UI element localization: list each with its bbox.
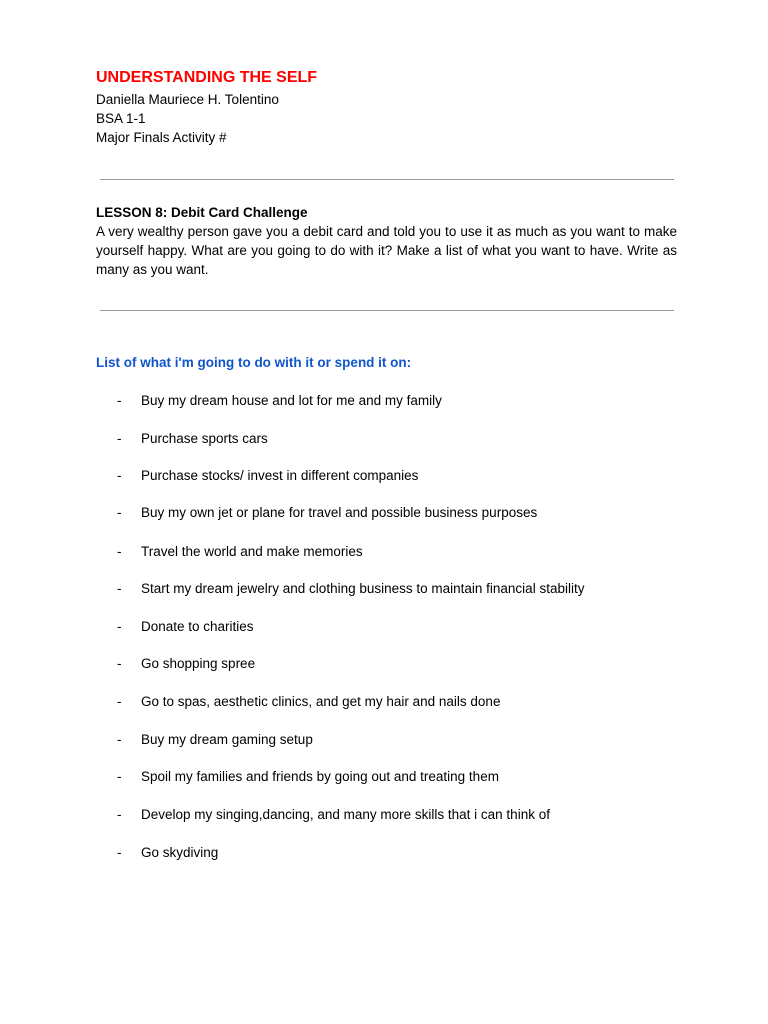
list-item-text: Purchase sports cars: [141, 431, 268, 446]
list-item: [0, 618, 700, 636]
list-item: [0, 806, 700, 824]
list-item-text: Go shopping spree: [141, 656, 256, 671]
list-item-text: Travel the world and make memories: [141, 544, 363, 559]
list-item: [0, 768, 700, 786]
bullet-dash: -: [117, 769, 122, 784]
bullet-dash: -: [117, 393, 122, 408]
bullet-dash: -: [117, 656, 122, 671]
list-item-text: Go skydiving: [141, 845, 219, 860]
list-item: [0, 844, 700, 862]
lesson-prompt: A very wealthy person gave you a debit card and told you to use it as much as you want to make yourself happy. What are you going to do with it? Make a list of what you want to have. Write as many as you want.: [96, 224, 677, 277]
activity-label: Major Finals Activity #: [96, 130, 227, 145]
divider-bottom: [100, 310, 674, 311]
bullet-dash: -: [117, 581, 122, 596]
list-item-text: Donate to charities: [141, 619, 254, 634]
list-item-text: Develop my singing,dancing, and many more skills that i can think of: [141, 807, 550, 822]
list-item: [0, 430, 700, 448]
bullet-dash: -: [117, 468, 122, 483]
list-item: [0, 467, 700, 485]
list-item-text: Start my dream jewelry and clothing business to maintain financial stability: [141, 581, 585, 596]
list-item: [0, 543, 700, 561]
list-item-text: Go to spas, aesthetic clinics, and get my hair and nails done: [141, 694, 501, 709]
list-item: [0, 504, 700, 522]
bullet-dash: -: [117, 732, 122, 747]
student-name: Daniella Mauriece H. Tolentino: [96, 92, 279, 107]
document-title: UNDERSTANDING THE SELF: [96, 69, 318, 86]
bullet-dash: -: [117, 807, 122, 822]
bullet-dash: -: [117, 505, 122, 520]
bullet-dash: -: [117, 845, 122, 860]
lesson-heading: LESSON 8: Debit Card Challenge: [96, 205, 308, 220]
list-item: [0, 580, 700, 598]
bullet-dash: -: [117, 619, 122, 634]
list-item-text: Buy my dream gaming setup: [141, 732, 313, 747]
list-item: [0, 655, 700, 673]
list-item-text: Spoil my families and friends by going out and treating them: [141, 769, 499, 784]
bullet-dash: -: [117, 431, 122, 446]
list-item-text: Buy my dream house and lot for me and my family: [141, 393, 442, 408]
list-item-text: Purchase stocks/ invest in different companies: [141, 468, 419, 483]
divider-top: [100, 179, 674, 180]
list-heading: List of what i'm going to do with it or spend it on:: [96, 355, 412, 370]
list-item: [0, 392, 700, 410]
bullet-dash: -: [117, 694, 122, 709]
student-section: BSA 1-1: [96, 111, 146, 126]
list-item: [0, 731, 700, 749]
list-item-text: Buy my own jet or plane for travel and possible business purposes: [141, 505, 538, 520]
list-item: [0, 693, 700, 711]
bullet-dash: -: [117, 544, 122, 559]
